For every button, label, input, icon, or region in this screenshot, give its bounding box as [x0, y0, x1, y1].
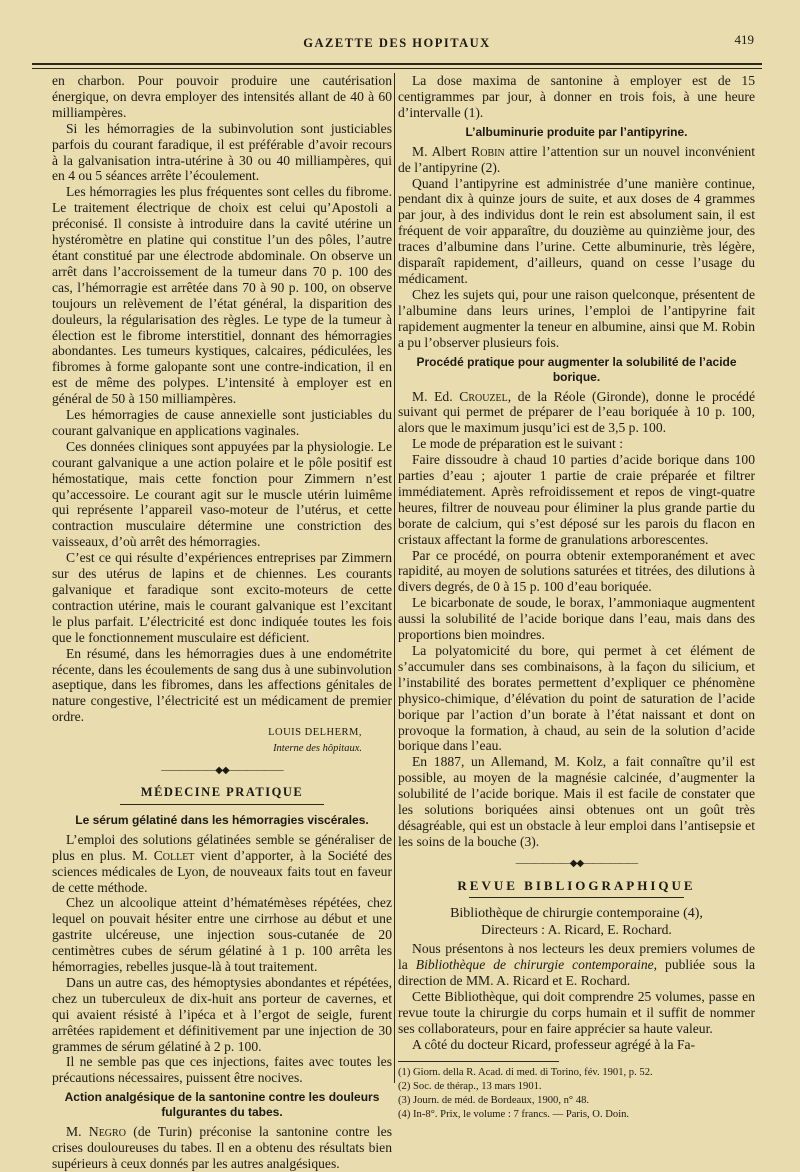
text-run: M. Ed.: [412, 388, 460, 404]
person-name: Robin: [471, 143, 505, 159]
paragraph: Il ne semble pas que ces injections, faites avec toutes les précautions nécessaires, puissent être nocives.: [52, 1054, 392, 1086]
text-run: , de la Réole (Gironde), donne le procédé suivant qui permet de préparer de l’eau boriquée à 10 p. 100, alors que le maximum jusqu’ici est de 3,5 p. 100.: [398, 388, 755, 436]
header-rule-thin: [32, 68, 762, 69]
paragraph: Si les hémorragies de la subinvolution sont justiciables parfois du courant faradique, il est préférable d’avoir recours à la galvanisation intra-utérine à 30 ou 40 milliampères, qui en 4 ou 5 séances arrête l’écoulement.: [52, 120, 392, 184]
journal-title: GAZETTE DES HOPITAUX: [303, 36, 491, 50]
section-underline: [120, 804, 324, 805]
section-title: REVUE BIBLIOGRAPHIQUE: [457, 877, 696, 893]
section-title: MÉDECINE PRATIQUE: [140, 784, 304, 799]
section-ornament: ——————◆◆——————: [161, 764, 283, 776]
paragraph: Le mode de préparation est le suivant :: [412, 436, 624, 452]
text-run: , publiée sous la direction de MM. A. Ricard et E. Rochard.: [398, 957, 755, 989]
page-header: [32, 30, 762, 60]
text-run: attire l’attention sur un nouvel inconvénient de l’antipyrine (2).: [398, 143, 755, 175]
book-title-italic: Bibliothèque de chirurgie contemporaine: [415, 957, 654, 973]
left-column: [52, 73, 392, 1172]
paragraph: [52, 832, 392, 896]
footnote: (4) In-8°. Prix, le volume : 7 francs. — Paris, O. Doin.: [398, 1108, 630, 1120]
article-signature: [52, 725, 392, 741]
text-run: M. Albert: [412, 143, 472, 159]
paragraph: Les hémorragies les plus fréquentes sont celles du fibrome. Le traitement électrique de choix est celui qu’Apostoli a préconisé. Il consiste à introduire dans la cavité utérine un hystéromètre en platine qui constitue l’un des pôles, l’autre étant constitué par une électrode abdominale. On observe un arrêt dans l’accroissement de la tumeur dans 70 p. 100 des cas, l’hémorragie est arrêtée dans 70 à 90 p. 100, on observe toujours un relèvement de l’état général, la disparition des douleurs, la régularisation des règles. Le type de la tumeur à élection est le fibrome interstitiel, donnant des hémorragies abondantes. Les tumeurs kystiques, calcaires, pédiculées, les fibromes à forme galopante sont une contre-indication, il en est de même des polypes. L’intensité à employer est en général de 50 à 150 milliampères.: [52, 184, 392, 407]
paragraph: Chez un alcoolique atteint d’hématémèses répétées, chez lequel on pouvait hésiter entre une cirrhose au début et une gastrite ulcéreuse, une injection sous-cutanée de 20 centimètres cubes de sérum gélatiné à 1 p. 100 arrêta les hémorragies, rebelles jusque-là à tout traitement.: [52, 895, 392, 975]
page-number: 419: [734, 32, 754, 47]
paragraph: en charbon. Pour pouvoir produire une cautérisation énergique, on devra employer des intensités allant de 40 à 60 milliampères.: [52, 73, 392, 120]
header-rule: [32, 63, 762, 65]
person-name: Crouzel: [459, 388, 508, 404]
author-role: Interne des hôpitaux.: [273, 743, 362, 755]
paragraph: Ces données cliniques sont appuyées par la physiologie. Le courant galvanique a une action polaire et le pôle positif est hémostatique, mais cette fonction pour Zimmern n’est qu’accessoire. Le courant agit sur le muscle utérin luimême qui représente l’appareil vaso-moteur de l’utérus, et cette contraction musculaire détermine une constriction des vaisseaux, d’où arrêt des hémorragies.: [52, 438, 392, 550]
footnote: (3) Journ. de méd. de Bordeaux, 1900, n° 48.: [398, 1094, 590, 1106]
footnotes: [398, 1066, 755, 1122]
section-underline: [469, 897, 683, 898]
paragraph: Quand l’antipyrine est administrée d’une manière continue, pendant dix à quinze jours de suite, et aux doses de 4 grammes par jour, à des individus dont le rein est absolument sain, il est fréquent de voir apparaître, du douzième au quinzième jour, des traces d’albumine dans l’urine. Cette albuminurie, très légère, disparaît rapidement, d’ailleurs, quand on cesse l’usage du médicament.: [398, 175, 755, 286]
paragraph: Faire dissoudre à chaud 10 parties d’acide borique dans 100 parties d’eau ; ajouter 1 partie de craie préparée et filtrer immédiatement. Après refroidissement et repos de vingt-quatre heures, filtrer de nouveau pour éliminer la plus grande partie du borate de calcium, qui s’est déposé sur les parois du flacon en cristaux affectant la forme de granulations arborescentes.: [398, 452, 755, 547]
paragraph: Chez les sujets qui, pour une raison quelconque, présentent de l’albumine dans leurs urines, l’emploi de l’antipyrine fait rapidement augmenter la teneur en albumine, ainsi que M. Robin a pu l’observer plusieurs fois.: [398, 286, 755, 350]
article-heading: Le sérum gélatiné dans les hémorragies viscérales.: [75, 812, 369, 827]
paragraph: En résumé, dans les hémorragies dues à une endométrite récente, dans les écoulements de sang dus à une subinvolution aseptique, dans les fibromes, dans les affections génitales de nature congestive, l’électricité est un médicament de premier ordre.: [52, 645, 392, 725]
footnote-rule: [398, 1061, 559, 1062]
footnote: (1) Giorn. della R. Acad. di med. di Torino, fév. 1901, p. 52.: [398, 1066, 653, 1078]
footnote: (2) Soc. de thérap., 13 mars 1901.: [398, 1080, 542, 1092]
text-run: (de Turin) préconise la santonine contre les crises douloureuses du tabes. Il en a obtenu des résultats bien supérieurs à ceux donnés par les autres analgésiques.: [52, 1124, 392, 1172]
paragraph: En 1887, un Allemand, M. Kolz, a fait connaître qu’il est possible, au moyen de la magnésie calcinée, d’augmenter la solubilité de l’acide borique. Mais il est facile de constater que les solutions boriquées ainsi obtenues ont un goût très désagréable, qui est un obstacle à leur emploi dans l’antisepsie et les soins de la bouche (3).: [398, 754, 755, 849]
person-name: Collet: [153, 847, 195, 863]
paragraph: A côté du docteur Ricard, professeur agrégé à la Fa-: [412, 1036, 696, 1052]
paragraph: La polyatomicité du bore, qui permet à cet élément de s’accumuler dans ses combinaisons, à la façon du silicium, et l’instabilité des borates permettent d’expliquer ce phénomène physico-chimique, d’élévation du point de saturation de l’acide borique par l’action d’un borate à l’état naissant et dont on provoque la formation, à chaud, au sein de la solution d’acide borique dans l’eau.: [398, 643, 755, 754]
paragraph: [398, 941, 755, 989]
right-column: [398, 73, 755, 1122]
paragraph: Par ce procédé, on pourra obtenir extemporanément et avec rapidité, au moyen de solutions saturées et titrées, des dilutions à divers degrés, de 0 à 15 p. 100 d’eau boriquée.: [398, 547, 755, 595]
article-heading: Procédé pratique pour augmenter la solubilité de l’acide borique.: [416, 354, 737, 384]
paragraph: C’est ce qui résulte d’expériences entreprises par Zimmern sur des utérus de lapins et de chiennes. Les courants galvanique et faradique sont excito-moteurs de cette contraction utérine, mais le courant galvanique est l’excitant le plus parfait. L’électricité est donc indiquée toutes les fois que le fonctionnement musculaire est déficient.: [52, 550, 392, 645]
text-run: Nous présentons à nos lecteurs les deux premiers volumes de la: [398, 941, 755, 973]
text-run: M.: [66, 1124, 89, 1140]
text-run: vient d’apporter, à la Société des sciences médicales de Lyon, de nouveaux faits tout en faveur de cette méthode.: [52, 847, 393, 895]
section-ornament: ——————◆◆——————: [515, 857, 638, 869]
paragraph: Le bicarbonate de soude, le borax, l’ammoniaque augmentent aussi la solubilité de l’acide borique dans l’eau, mais dans des proportions bien moindres.: [398, 595, 755, 643]
article-heading: L’albuminurie produite par l’antipyrine.: [465, 124, 688, 139]
paragraph: La dose maxima de santonine à employer est de 15 centigrammes par jour, à donner en trois fois, à une heure d’intervalle (1).: [398, 73, 755, 120]
paragraph: [398, 389, 755, 437]
book-title: Bibliothèque de chirurgie contemporaine (4),: [450, 905, 703, 921]
book-directors: Directeurs : A. Ricard, E. Rochard.: [481, 921, 672, 937]
column-divider: [394, 73, 395, 1083]
paragraph: Les hémorragies de cause annexielle sont justiciables du courant galvanique en applications vaginales.: [52, 407, 392, 438]
person-name: Negro: [88, 1124, 126, 1140]
article-heading: Action analgésique de la santonine contre les douleurs fulgurantes du tabes.: [64, 1090, 380, 1120]
text-run: L’emploi des solutions gélatinées semble se généraliser de plus en plus. M.: [52, 831, 392, 863]
paragraph: [52, 1124, 392, 1172]
paragraph: Cette Bibliothèque, qui doit comprendre 25 volumes, passe en revue toute la chirurgie du corps humain et il suffit de nommer ses collaborateurs, pour en faire apprécier sa haute valeur.: [398, 989, 755, 1036]
author-name: LOUIS DELHERM,: [268, 727, 362, 739]
paragraph: [398, 144, 755, 176]
paragraph: Dans un autre cas, des hémoptysies abondantes et répétées, chez un tuberculeux de dix-huit ans porteur de cavernes, et qui avaient résisté à l’ipéca et à l’ergot de seigle, furent arrêtées rapidement et définitivement par une injection de 30 grammes de sérum gélatiné à 2 p. 100.: [52, 974, 392, 1054]
